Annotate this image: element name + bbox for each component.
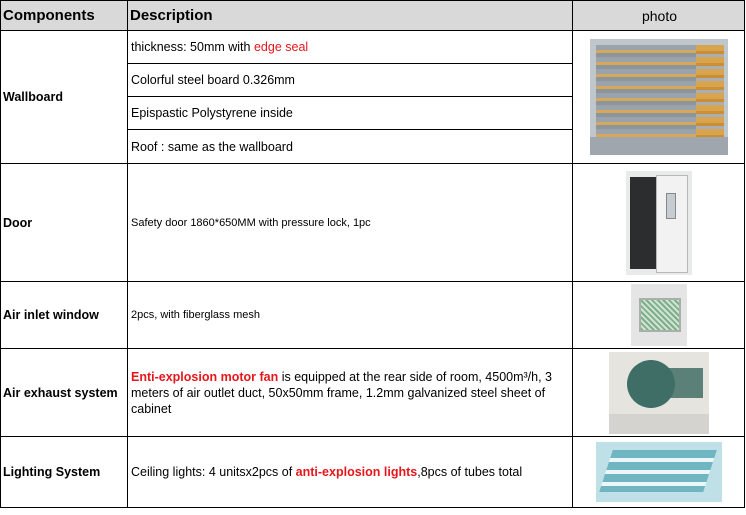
- description-cell: [128, 31, 573, 64]
- photo-cell: [573, 164, 745, 282]
- safety-door-photo: [626, 171, 692, 275]
- header-description: Description: [128, 1, 573, 31]
- table-row: [1, 437, 745, 508]
- description-cell: Safety door 1860*650MM with pressure lock, 1pc: [128, 164, 573, 282]
- table-row: [1, 164, 745, 282]
- photo-cell: [573, 31, 745, 164]
- component-door: Door: [1, 164, 128, 282]
- description-text: Ceiling lights: 4 unitsx2pcs of: [131, 465, 296, 479]
- description-cell: Colorful steel board 0.326mm: [128, 64, 573, 97]
- header-components: Components: [1, 1, 128, 31]
- exhaust-fan-photo: [609, 352, 709, 434]
- header-row: [1, 1, 745, 31]
- inlet-window-photo: [631, 284, 687, 346]
- description-text: thickness: 50mm with: [131, 40, 254, 54]
- table-row: [1, 31, 745, 64]
- description-cell: 2pcs, with fiberglass mesh: [128, 282, 573, 349]
- wallboard-stack-photo: [590, 39, 728, 155]
- description-highlight: Enti-explosion motor fan: [131, 369, 279, 384]
- description-cell: [128, 349, 573, 437]
- description-text: is equipped at the rear side of room, 4500m³/h, 3 meters of air outlet duct, 50x50mm frame, 1.2mm galvanized steel sheet of cabinet: [131, 369, 553, 416]
- description-cell: [128, 437, 573, 508]
- description-text: ,8pcs of tubes total: [417, 465, 523, 479]
- component-air-exhaust-system: Air exhaust system: [1, 349, 128, 437]
- photo-cell: [573, 282, 745, 349]
- ceiling-lights-photo: [596, 442, 722, 502]
- description-highlight: edge seal: [253, 40, 309, 54]
- description-cell: Epispastic Polystyrene inside: [128, 97, 573, 130]
- table-row: [1, 349, 745, 437]
- table-row: [1, 282, 745, 349]
- component-wallboard: Wallboard: [1, 31, 128, 164]
- header-photo: photo: [573, 1, 745, 31]
- photo-cell: [573, 437, 745, 508]
- component-lighting-system: Lighting System: [1, 437, 128, 508]
- description-highlight: anti-explosion lights: [295, 465, 418, 479]
- component-air-inlet-window: Air inlet window: [1, 282, 128, 349]
- photo-cell: [573, 349, 745, 437]
- description-cell: Roof : same as the wallboard: [128, 130, 573, 164]
